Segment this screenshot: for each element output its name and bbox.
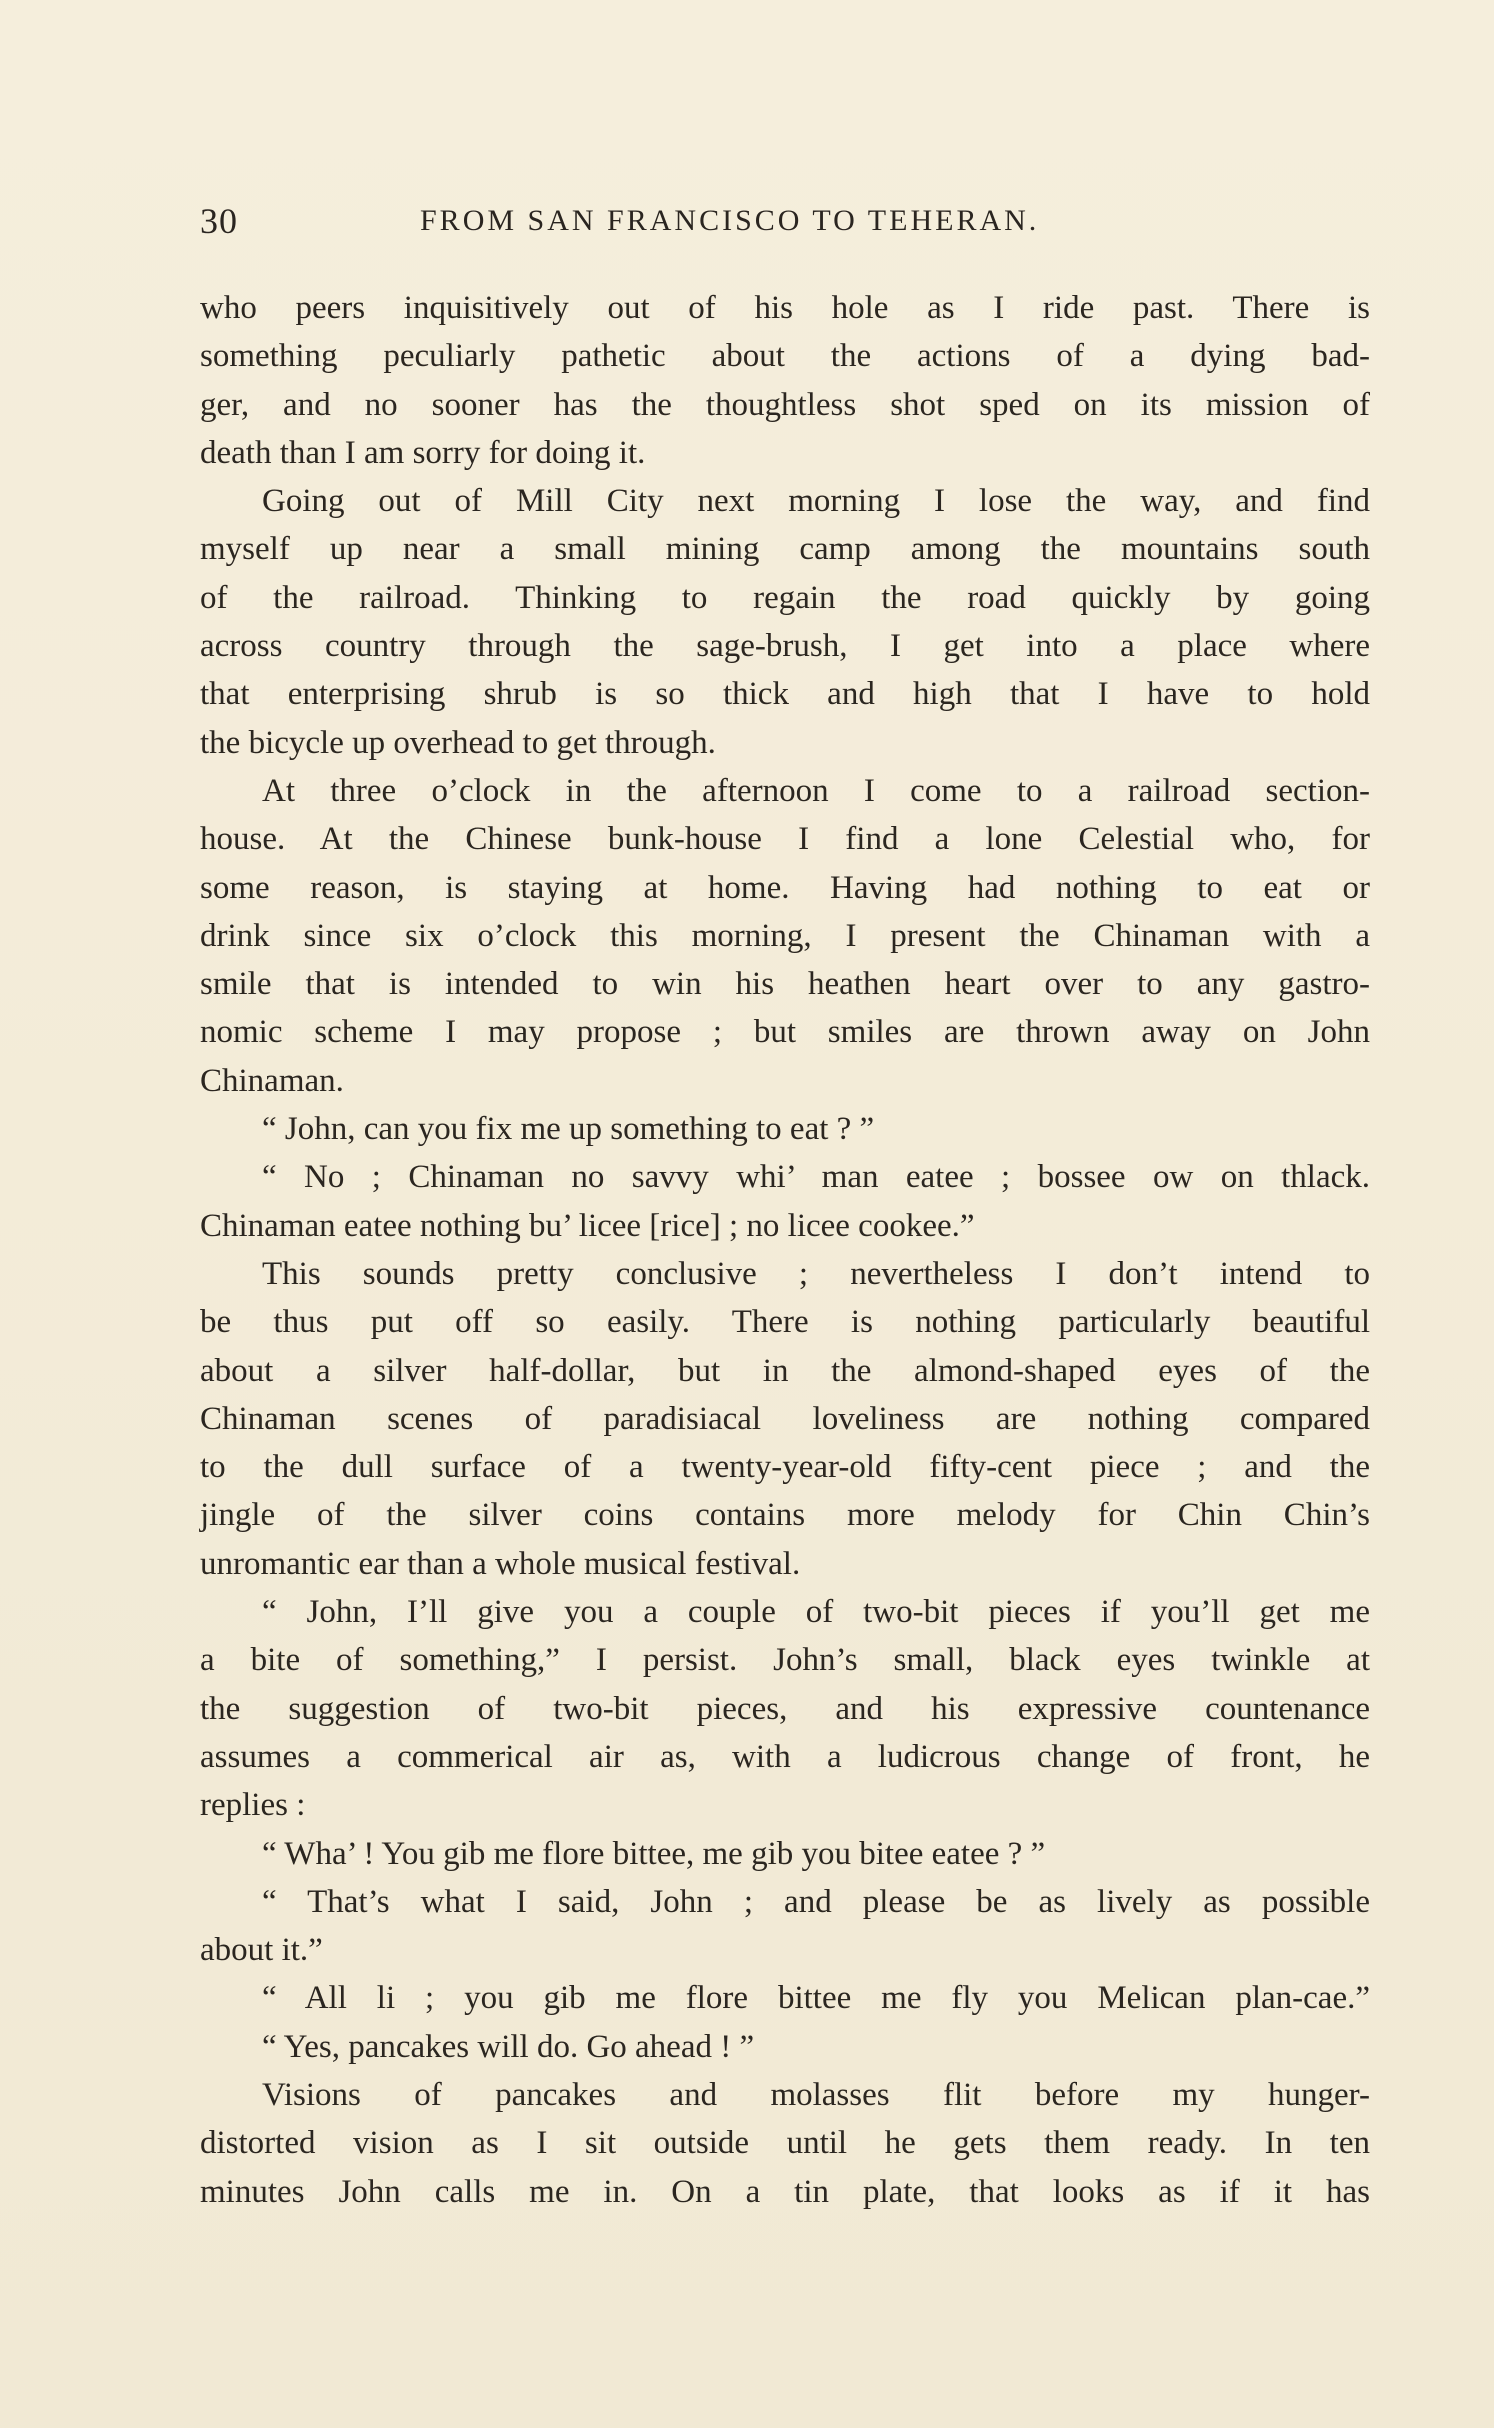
text-line: distorted vision as I sit outside until he gets them ready. In ten: [200, 2125, 1370, 2162]
text-line: “ John, I’ll give you a couple of two-bit pieces if you’ll get me: [262, 1594, 1370, 1631]
text-line: drink since six o’clock this morning, I present the Chinaman with a: [200, 917, 1370, 954]
page-number: 30: [200, 201, 238, 241]
text-line: “ That’s what I said, John ; and please be as lively as possible: [262, 1883, 1370, 1920]
text-line: Chinaman eatee nothing bu’ licee [rice] ; no licee cookee.”: [200, 1207, 975, 1244]
body-text: [200, 284, 1370, 2216]
text-line: the suggestion of two-bit pieces, and his expressive countenance: [200, 1690, 1370, 1727]
text-line: Chinaman scenes of paradisiacal loveliness are nothing compared: [200, 1400, 1370, 1437]
text-line: something peculiarly pathetic about the actions of a dying bad-: [200, 338, 1370, 375]
text-line: minutes John calls me in. On a tin plate, that looks as if it has: [200, 2173, 1370, 2210]
text-line: ger, and no sooner has the thoughtless shot sped on its mission of: [200, 386, 1370, 423]
text-line: assumes a commerical air as, with a ludicrous change of front, he: [200, 1738, 1370, 1775]
text-line: Chinaman.: [200, 1062, 344, 1099]
text-line: smile that is intended to win his heathen heart over to any gastro-: [200, 966, 1370, 1003]
text-line: Going out of Mill City next morning I lose the way, and find: [262, 483, 1370, 520]
text-line: “ No ; Chinaman no savvy whi’ man eatee ; bossee ow on thlack.: [262, 1159, 1370, 1196]
text-line: about a silver half-dollar, but in the almond-shaped eyes of the: [200, 1352, 1370, 1389]
text-line: “ All li ; you gib me flore bittee me fly you Melican plan-cae.”: [262, 1980, 1370, 2017]
text-line: some reason, is staying at home. Having had nothing to eat or: [200, 869, 1370, 906]
text-line: unromantic ear than a whole musical festival.: [200, 1545, 801, 1582]
text-line: This sounds pretty conclusive ; nevertheless I don’t intend to: [262, 1255, 1370, 1292]
text-line: across country through the sage-brush, I get into a place where: [200, 628, 1370, 665]
text-line: who peers inquisitively out of his hole as I ride past. There is: [200, 290, 1370, 326]
text-line: that enterprising shrub is so thick and high that I have to hold: [200, 676, 1370, 713]
text-line: “ Wha’ ! You gib me flore bittee, me gib you bitee eatee ? ”: [262, 1835, 1046, 1872]
text-line: to the dull surface of a twenty-year-old fifty-cent piece ; and the: [200, 1449, 1370, 1486]
text-line: “ Yes, pancakes will do. Go ahead ! ”: [262, 2028, 755, 2065]
text-line: At three o’clock in the afternoon I come to a railroad section-: [262, 772, 1370, 809]
text-line: death than I am sorry for doing it.: [200, 434, 646, 471]
running-head: FROM SAN FRANCISCO TO TEHERAN.: [420, 204, 1040, 237]
text-line: myself up near a small mining camp among the mountains south: [200, 531, 1370, 568]
text-line: the bicycle up overhead to get through.: [200, 724, 716, 761]
text-line: Visions of pancakes and molasses flit before my hunger-: [262, 2076, 1370, 2113]
text-line: a bite of something,” I persist. John’s small, black eyes twinkle at: [200, 1642, 1370, 1679]
page-header: [200, 200, 1370, 250]
text-line: replies :: [200, 1787, 306, 1824]
text-line: of the railroad. Thinking to regain the road quickly by going: [200, 579, 1370, 616]
text-line: jingle of the silver coins contains more melody for Chin Chin’s: [200, 1497, 1370, 1534]
text-line: “ John, can you fix me up something to eat ? ”: [262, 1111, 875, 1148]
text-line: house. At the Chinese bunk-house I find a lone Celestial who, for: [200, 821, 1370, 858]
text-line: about it.”: [200, 1932, 323, 1969]
text-line: nomic scheme I may propose ; but smiles are thrown away on John: [200, 1014, 1370, 1051]
text-line: be thus put off so easily. There is nothing particularly beautiful: [200, 1304, 1370, 1341]
